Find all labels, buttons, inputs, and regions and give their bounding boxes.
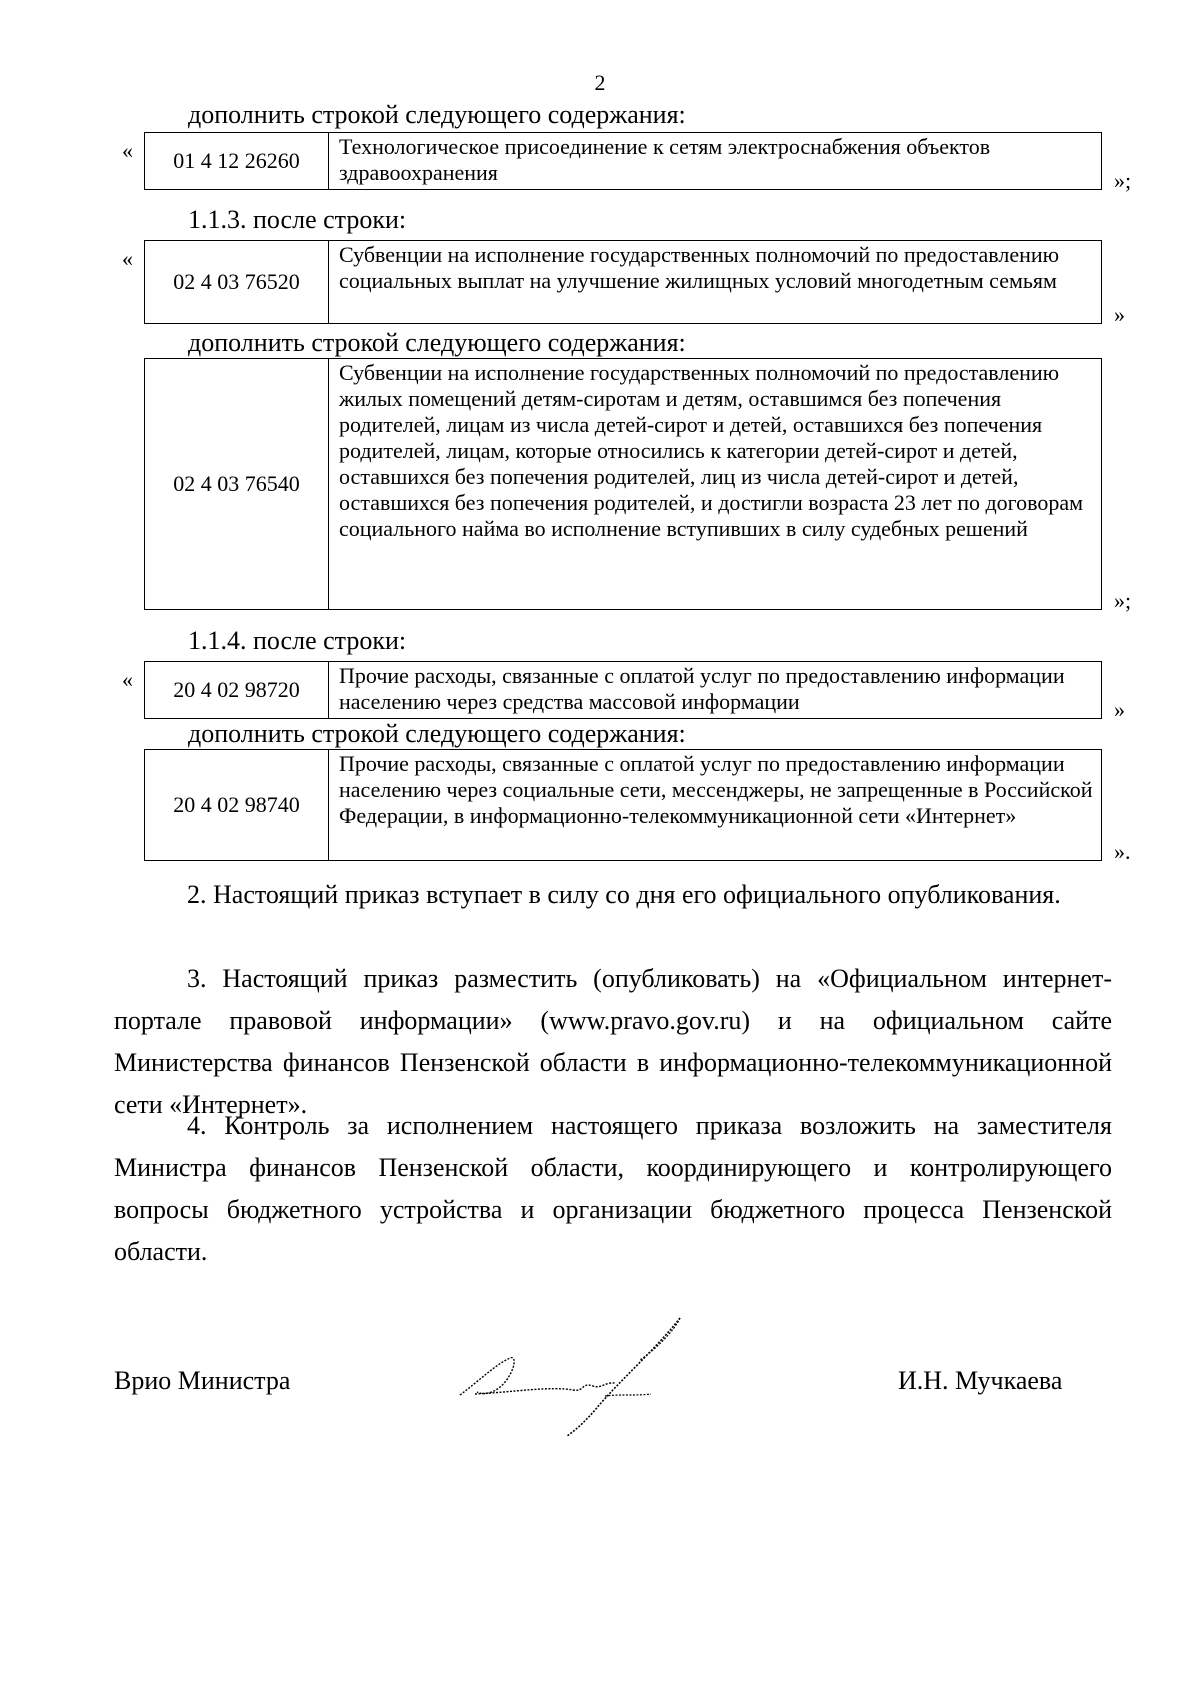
code-table-row: [144, 132, 1102, 190]
code-table-row: [144, 358, 1102, 610]
insert-line-intro-2: дополнить строкой следующего содержания:: [188, 328, 686, 357]
budget-description: Субвенции на исполнение государственных полномочий по предоставлению социальных выплат на улучшение жилищных условий многодетным семьям: [339, 242, 1060, 293]
insert-line-intro-3: дополнить строкой следующего содержания:: [188, 719, 686, 748]
budget-code: 01 4 12 26260: [145, 133, 329, 189]
budget-description: Прочие расходы, связанные с оплатой услуг по предоставлению информации населению через средства массовой информации: [339, 663, 1065, 714]
budget-code: 20 4 02 98720: [145, 662, 329, 718]
handwritten-signature: [455, 1310, 695, 1440]
open-quote: «: [122, 667, 133, 692]
section-heading-1-1-3: 1.1.3. после строки:: [188, 205, 407, 234]
paragraph-3: 3. Настоящий приказ разместить (опубликовать) на «Официальном интернет-портале правовой информации» (www.pravo.gov.ru) и на официальном сайте Министерства финансов Пензенской области в информационно-телекоммуникационной сети «Интернет».: [114, 964, 1112, 1119]
section-heading-1-1-4: 1.1.4. после строки:: [188, 626, 407, 655]
budget-code: 02 4 03 76520: [145, 241, 329, 323]
budget-description: Технологическое присоединение к сетям электроснабжения объектов здравоохранения: [339, 134, 991, 185]
insert-line-intro-1: дополнить строкой следующего содержания:: [188, 100, 686, 129]
paragraph-4: 4. Контроль за исполнением настоящего приказа возложить на заместителя Министра финансов Пензенской области, координирующего и контролирующего вопросы бюджетного устройства и организации бюджетного процесса Пензенской области.: [114, 1111, 1112, 1266]
close-quote: ».: [1114, 839, 1131, 864]
code-table-row: [144, 240, 1102, 324]
close-quote: »: [1114, 697, 1125, 722]
paragraph-2: 2. Настоящий приказ вступает в силу со дня его официального опубликования.: [187, 880, 1061, 909]
close-quote: »: [1114, 302, 1125, 327]
budget-code: 02 4 03 76540: [145, 359, 329, 609]
open-quote: «: [122, 138, 133, 163]
open-quote: «: [122, 246, 133, 271]
budget-description: Субвенции на исполнение государственных полномочий по предоставлению жилых помещений детям-сиротам и детям, оставшимся без попечения родителей, лицам из числа детей-сирот и детей, оставшихся без попечения родителей, лицам, которые относились к категории детей-сирот и детей, оставшихся без попечения родителей, лиц из числа детей-сирот и детей, оставшихся без попечения родителей, и достигли возраста 23 лет по договорам социального найма во исполнение вступивших в силу судебных решений: [339, 360, 1084, 541]
budget-code: 20 4 02 98740: [145, 750, 329, 860]
signatory-name: И.Н. Мучкаева: [898, 1366, 1063, 1395]
page-number: 2: [594, 70, 606, 95]
budget-description: Прочие расходы, связанные с оплатой услуг по предоставлению информации населению через социальные сети, мессенджеры, не запрещенные в Российской Федерации, в информационно-телекоммуникационной сети «Интернет»: [339, 751, 1093, 828]
signatory-position: Врио Министра: [114, 1366, 291, 1395]
close-quote: »;: [1114, 168, 1132, 193]
code-table-row: [144, 749, 1102, 861]
close-quote: »;: [1114, 588, 1132, 613]
code-table-row: [144, 661, 1102, 719]
